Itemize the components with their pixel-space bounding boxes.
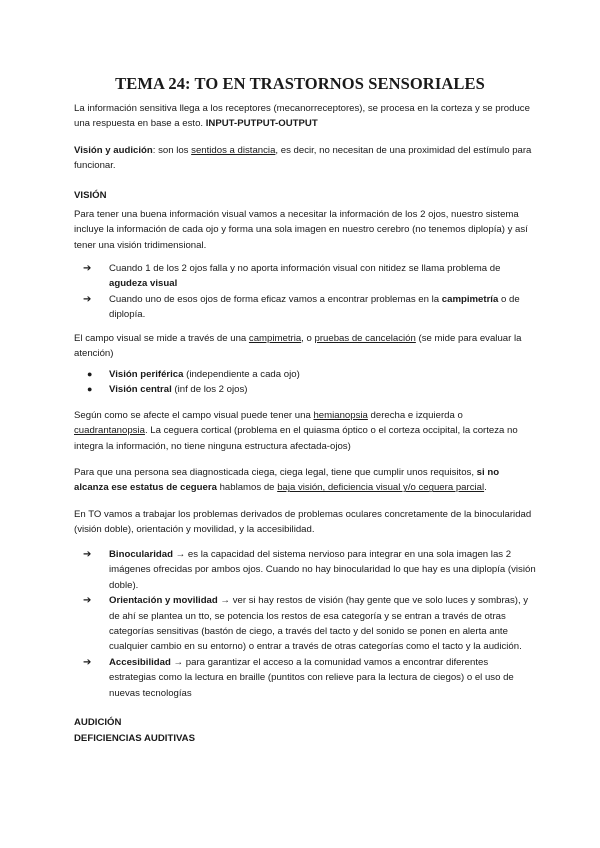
list-item-text: (independiente a cada ojo) (183, 369, 300, 380)
intro-paragraph (74, 101, 536, 132)
campo-text-2: , o (301, 333, 315, 344)
segun-underlined-2: cuadrantanopsia (74, 425, 145, 437)
vision-audicion-lead: Visión y audición (74, 145, 153, 156)
list-item (74, 547, 536, 593)
page-title: TEMA 24: TO EN TRASTORNOS SENSORIALES (115, 74, 485, 93)
ceguera-text-3: . (484, 482, 487, 494)
list-item-bold: Visión central (109, 384, 172, 396)
arrow-icon: ➔ (83, 656, 92, 668)
list-item-bold: campimetría (441, 293, 499, 305)
bullet-icon: ● (87, 369, 93, 379)
deficiencias-auditivas-heading: DEFICIENCIAS AUDITIVAS (74, 733, 195, 744)
list-item (74, 655, 536, 701)
list-item (74, 593, 536, 655)
list-item (74, 367, 536, 382)
vision-heading: VISIÓN (74, 190, 107, 201)
vision-arrow-list (74, 261, 536, 323)
ceguera-bold: si no alcanza ese estatus de ceguera (74, 467, 500, 494)
vision-paragraph: Para tener una buena información visual vamos a necesitar la información de los 2 ojos, nuestro sistema incluye la información de cada ojo y forma una sola imagen en nuestro cerebro (no tenemos diplopía) y así tener una visión tridimensional. (74, 209, 528, 251)
intro-bold: INPUT-PUTPUT-OUTPUT (205, 118, 318, 130)
arrow-icon: ➔ (83, 549, 92, 560)
campo-text-1: El campo visual se mide a través de una (74, 333, 249, 344)
arrow-icon: ➔ (83, 293, 92, 305)
vision-audicion-text-1: : son los (152, 145, 192, 156)
list-item-bold: agudeza visual (109, 278, 178, 290)
campo-text-3: (se mide para evaluar la atención) (74, 333, 522, 360)
campo-visual-paragraph (74, 331, 536, 362)
intro-text: La información sensitiva llega a los receptores (mecanorreceptores), se procesa en la corteza y se produce una respuesta en base a esto. (74, 103, 530, 130)
segun-text-1: Según como se afecte el campo visual puede tener una (74, 410, 314, 421)
list-item (74, 382, 536, 397)
arrow-icon: ➔ (83, 263, 92, 274)
vision-audicion-underlined: sentidos a distancia (191, 145, 276, 156)
to-arrow-list (74, 547, 536, 701)
vision-audicion-text-2: , es decir, no necesitan de una proximidad del estímulo para funcionar. (74, 145, 532, 172)
segun-paragraph (74, 408, 536, 454)
list-item-after: o de diplopía. (109, 293, 520, 321)
vision-audicion-paragraph (74, 143, 536, 174)
arrow-icon: ➔ (83, 595, 92, 607)
campo-underlined-2: pruebas de cancelación (314, 333, 416, 344)
audicion-heading: AUDICIÓN (74, 717, 122, 728)
list-item-text: Cuando uno de esos ojos de forma eficaz vamos a encontrar problemas en la (109, 293, 442, 305)
segun-underlined-1: hemianopsia (313, 410, 368, 421)
ceguera-text-2: hablamos de (216, 482, 278, 494)
segun-text-3: . La ceguera cortical (problema en el quiasma óptico o el corteza occipital, la corteza no integra la información, no tiene ninguna estructura afectada-ojos) (74, 425, 518, 452)
campo-underlined-1: campimetria (248, 333, 302, 344)
list-item-bold: Binocularidad (109, 549, 173, 560)
vision-dot-list (74, 367, 536, 398)
list-item-text: (inf de los 2 ojos) (171, 384, 248, 396)
list-item (74, 261, 536, 292)
segun-text-2: derecha e izquierda o (367, 410, 463, 421)
list-item-bold: Orientación y movilidad (109, 595, 218, 607)
list-item-bold: Visión periférica (109, 369, 184, 380)
list-item-text: Cuando 1 de los 2 ojos falla y no aporta información visual con nitidez se llama problema de (109, 263, 501, 274)
list-item (74, 292, 536, 323)
list-item-bold: Accesibilidad (109, 656, 171, 668)
bullet-icon: ● (87, 384, 93, 395)
list-item-text: → es la capacidad del sistema nervioso para integrar en una sola imagen las 2 imágenes ofrecidas por ambos ojos. Cuando no hay binocularidad lo que hay es una diplopía (visión doble). (109, 549, 536, 591)
list-item-text: → ver si hay restos de visión (hay gente que ve solo luces y sombras), y de ahí se plantea un tto, se potencia los restos de esa categoría y se entran a través de otras categorías sensitivas (bastón de ciego, a través del tacto y del sonido se ponen en alerta ante cualquier cambio en su entorno) o entrar a través de otras categorías como el tacto y la audición. (109, 595, 529, 653)
to-paragraph: En TO vamos a trabajar los problemas derivados de problemas oculares concretamente de la binocularidad (visión doble), orientación y movilidad, y la accesibilidad. (74, 509, 532, 536)
list-item-text: → para garantizar el acceso a la comunidad vamos a encontrar diferentes estrategias como la lectura en braille (puntitos con relieve para la lectura de ciegos) o el uso de nuevas tecnologías (109, 656, 514, 699)
ceguera-paragraph (74, 465, 536, 496)
ceguera-underlined: baja visión, deficiencia visual y/o ceguera parcial (277, 482, 485, 494)
ceguera-text-1: Para que una persona sea diagnosticada ciega, ciega legal, tiene que cumplir unos requisitos, (74, 467, 477, 478)
